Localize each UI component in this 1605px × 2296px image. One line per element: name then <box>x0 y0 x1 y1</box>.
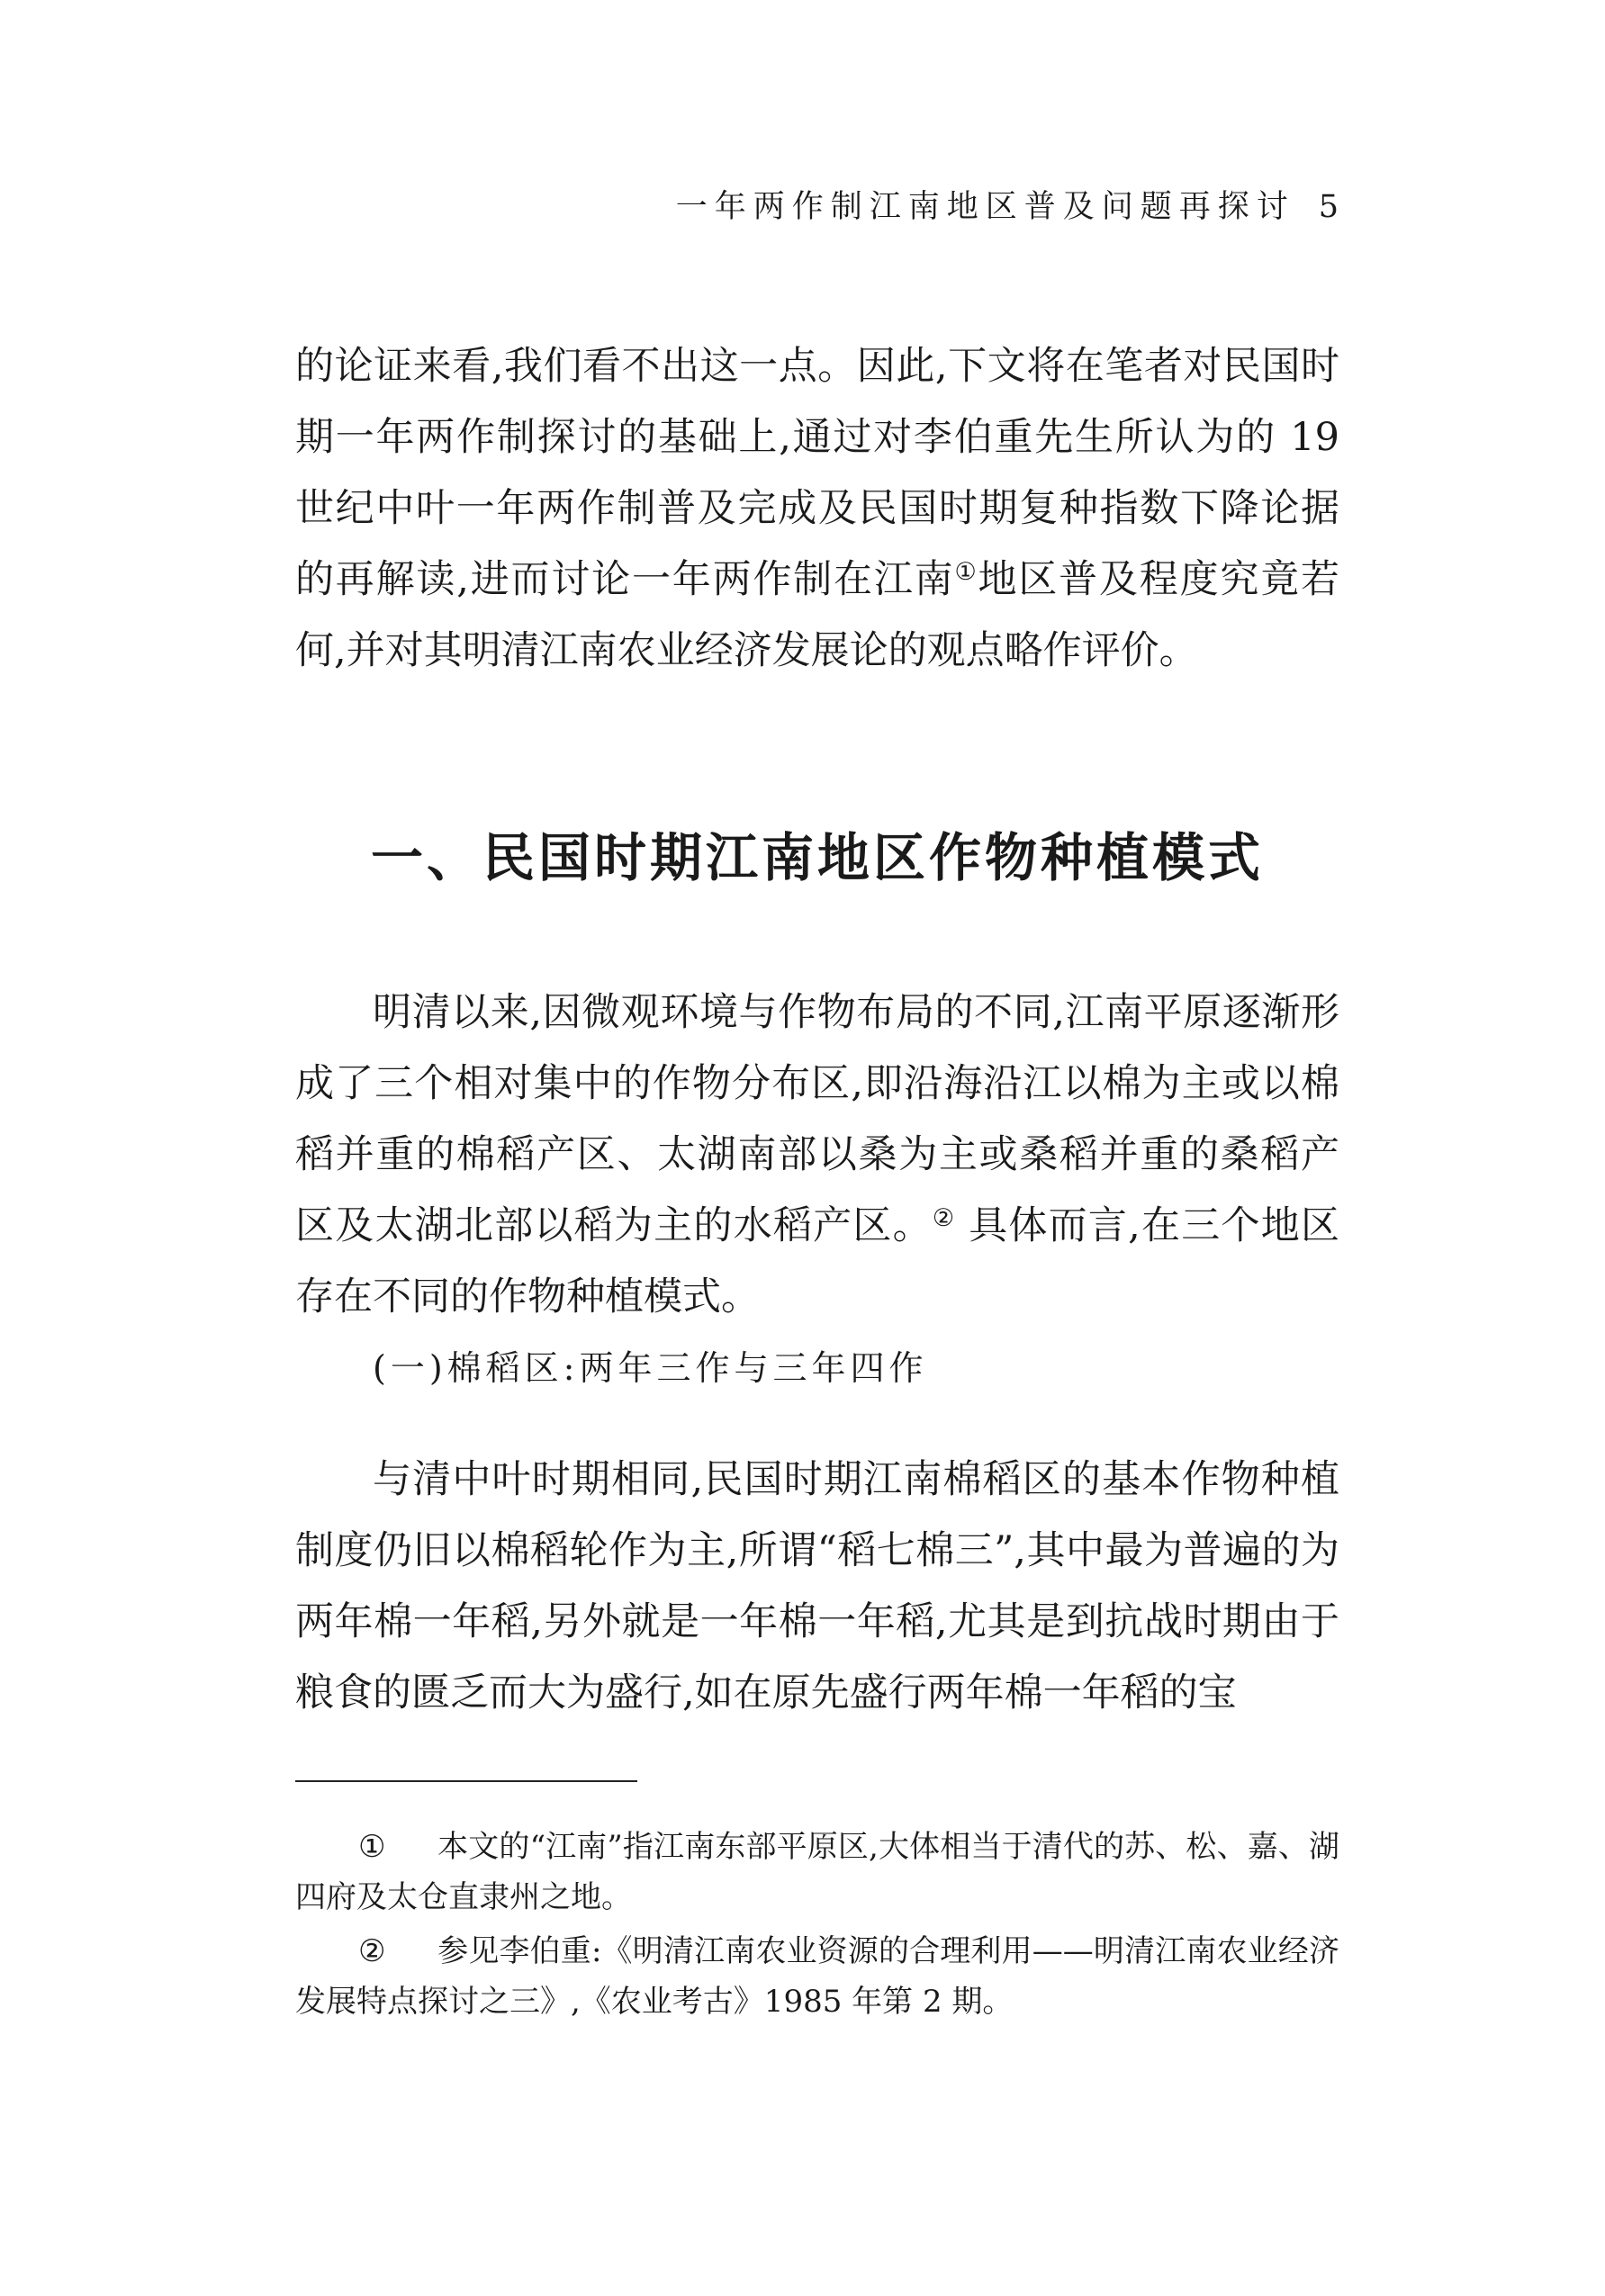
footnote-2 <box>295 1926 1339 2027</box>
footnote-divider <box>295 1780 637 1782</box>
section-heading: 一、民国时期江南地区作物种植模式 <box>370 827 1264 888</box>
section-text-b: 具体而言,在三个地区存在不同的作物种植模式。 <box>295 1203 1340 1319</box>
subsection-heading: (一)棉稻区:两年三作与三年四作 <box>373 1348 928 1388</box>
page-number: 5 <box>1318 189 1339 225</box>
footnote-1-text: 本文的“江南”指江南东部平原区,大体相当于清代的苏、松、嘉、湖四府及太仓直隶州之地。 <box>295 1829 1339 1915</box>
footnote-1 <box>295 1822 1339 1922</box>
intro-text-a: 的论证来看,我们看不出这一点。因此,下文将在笔者对民国时期一年两作制探讨的基础上,通过对李伯重先生所认为的 19 世纪中叶一年两作制普及完成及民国时期复种指数下降论据的再解读,进而讨论一年两作制在江南 <box>295 344 1339 602</box>
section-paragraph <box>295 977 1339 1333</box>
intro-text-b: 地区普及程度究竟若何,并对其明清江南农业经济发展论的观点略作评价。 <box>295 557 1340 673</box>
subsection-paragraph: 与清中叶时期相同,民国时期江南棉稻区的基本作物种植制度仍旧以棉稻轮作为主,所谓“稻七棉三”,其中最为普遍的为两年棉一年稻,另外就是一年棉一年稻,尤其是到抗战时期由于粮食的匮乏而大为盛行,如在原先盛行两年棉一年稻的宝 <box>295 1457 1339 1715</box>
footnote-2-marker: ② <box>358 1933 386 1969</box>
footnote-ref-2[interactable]: ② <box>932 1204 956 1232</box>
footnote-ref-1[interactable]: ① <box>954 558 978 586</box>
footnote-2-text: 参见李伯重:《明清江南农业资源的合理利用——明清江南农业经济发展特点探讨之三》,《农业考古》1985 年第 2 期。 <box>295 1933 1339 2020</box>
section-text-a: 明清以来,因微观环境与作物布局的不同,江南平原逐渐形成了三个相对集中的作物分布区,即沿海沿江以棉为主或以棉稻并重的棉稻产区、太湖南部以桑为主或桑稻并重的桑稻产区及太湖北部以稻为主的水稻产区。 <box>295 990 1339 1248</box>
footnote-1-marker: ① <box>358 1829 386 1865</box>
running-title: 一年两作制江南地区普及问题再探讨 <box>675 189 1295 225</box>
running-header <box>676 180 1339 234</box>
intro-paragraph <box>295 331 1339 687</box>
